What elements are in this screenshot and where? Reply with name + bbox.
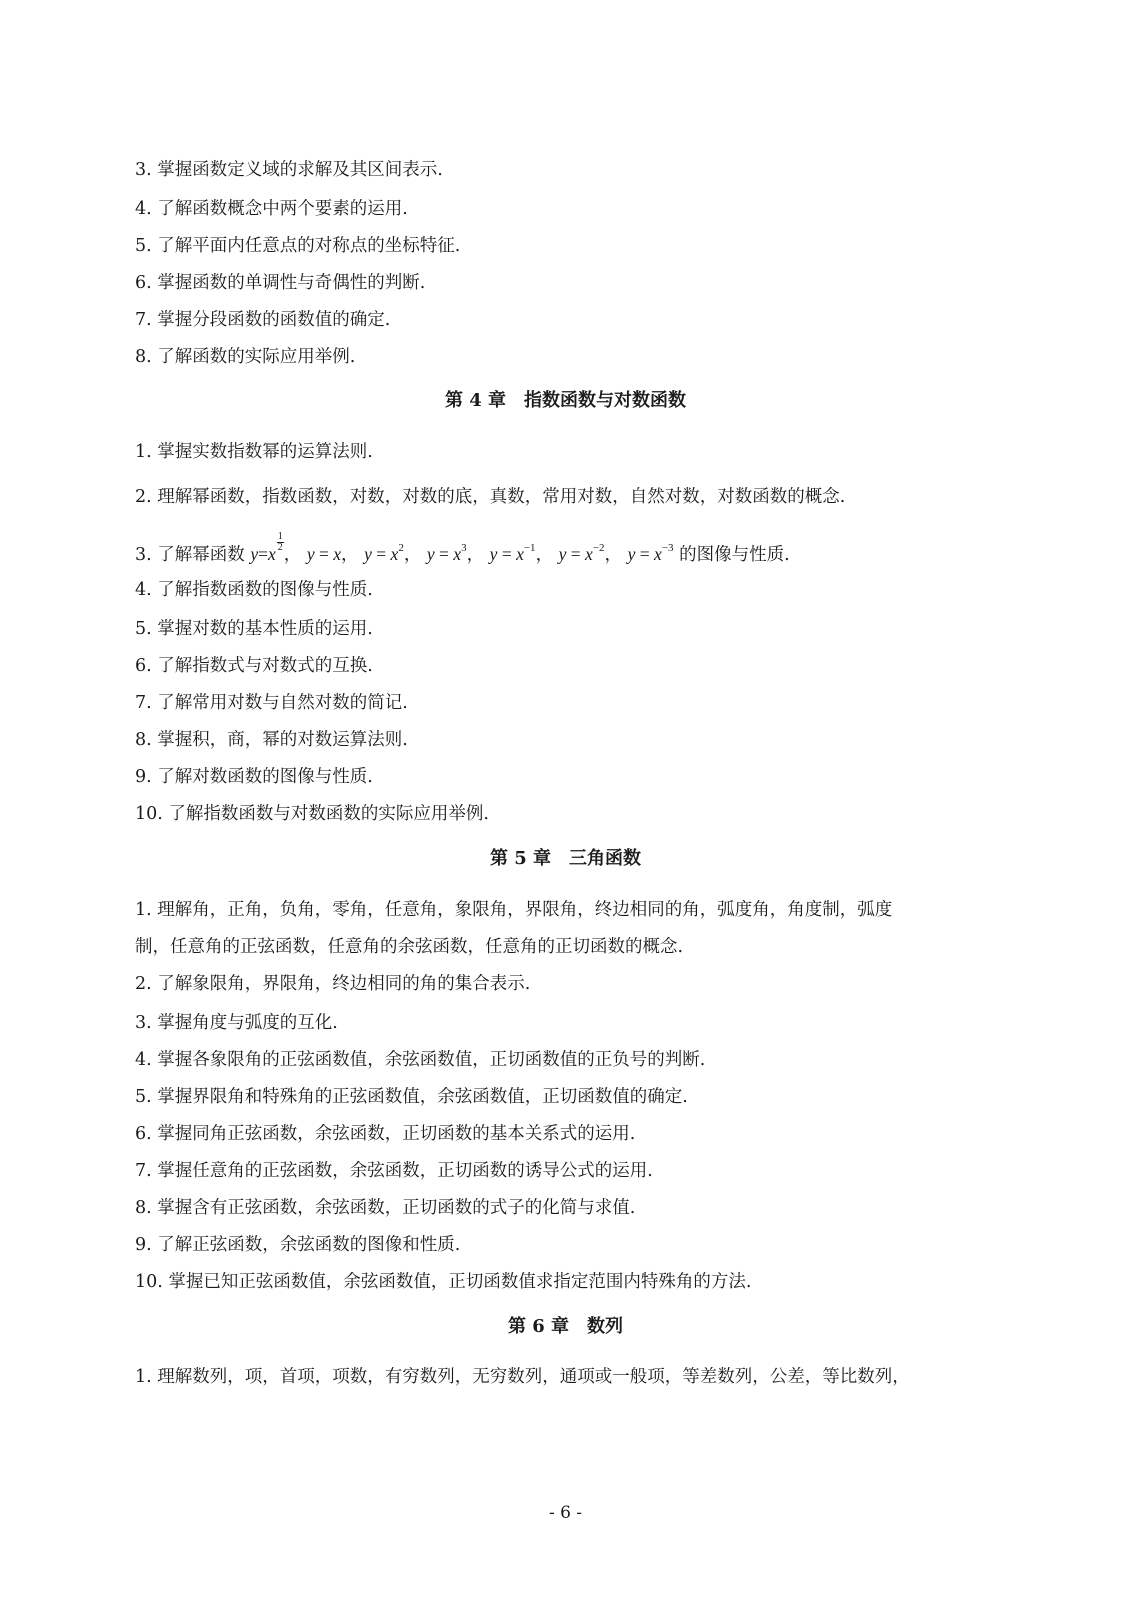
list-item: 5. 掌握界限角和特殊角的正弦函数值，余弦函数值，正切函数值的确定. <box>135 1087 688 1107</box>
chapter-heading: 第 5 章 三角函数 <box>489 848 642 869</box>
list-item: 6. 掌握函数的单调性与奇偶性的判断. <box>135 273 426 293</box>
list-item: 3. 掌握函数定义域的求解及其区间表示. <box>135 160 443 180</box>
power-function-x3: $y = x^3$ <box>426 542 467 564</box>
power-function-xm3: $y = x^{-3}$ <box>627 542 674 564</box>
list-item: 10. 掌握已知正弦函数值，余弦函数值，正切函数值求指定范围内特殊角的方法. <box>135 1272 752 1292</box>
power-function-sqrt: y=x $\frac{1}{2}$ <box>250 531 283 564</box>
list-item: 7. 了解常用对数与自然对数的简记. <box>135 693 408 713</box>
list-item: 1. 理解角，正角，负角，零角，任意角，象限角，界限角，终边相同的角，弧度角，角度制，弧度 <box>135 900 893 920</box>
list-item: 6. 了解指数式与对数式的互换. <box>135 656 373 676</box>
list-item: 2. 理解幂函数，指数函数，对数，对数的底，真数，常用对数，自然对数，对数函数的概念. <box>135 487 846 507</box>
chapter-heading: 第 6 章 数列 <box>507 1316 624 1337</box>
power-function-x2: $y = x^2$ <box>364 542 404 564</box>
list-item: 8. 了解函数的实际应用举例. <box>135 347 356 367</box>
formula-prefix: 3. 了解幂函数 <box>135 545 245 565</box>
list-item: 5. 掌握对数的基本性质的运用. <box>135 619 373 639</box>
chapter-heading: 第 4 章 指数函数与对数函数 <box>444 390 687 411</box>
power-function-xm2: $y = x^{-2}$ <box>558 542 605 564</box>
list-item-formula: 3. 了解幂函数 y=x $\frac{1}{2}$ ， y = x， $y = x^2$， $y = x^3$， $y = x^{-1}$， $y = x^{-2}$， $y = x^{-3}$ 的图像与性质. <box>135 531 790 565</box>
list-item: 9. 了解对数函数的图像与性质. <box>135 767 373 787</box>
list-item: 4. 了解函数概念中两个要素的运用. <box>135 199 408 219</box>
formula-suffix: 的图像与性质. <box>679 545 790 565</box>
list-item-continuation: 制，任意角的正弦函数，任意角的余弦函数，任意角的正切函数的概念. <box>135 937 684 957</box>
list-item: 6. 掌握同角正弦函数，余弦函数，正切函数的基本关系式的运用. <box>135 1124 636 1144</box>
power-function-x: y = x <box>306 544 342 564</box>
list-item: 10. 了解指数函数与对数函数的实际应用举例. <box>135 804 489 824</box>
list-item: 5. 了解平面内任意点的对称点的坐标特征. <box>135 236 461 256</box>
list-item: 3. 掌握角度与弧度的互化. <box>135 1013 338 1033</box>
list-item: 9. 了解正弦函数，余弦函数的图像和性质. <box>135 1235 461 1255</box>
list-item: 8. 掌握含有正弦函数，余弦函数，正切函数的式子的化简与求值. <box>135 1198 636 1218</box>
list-item: 8. 掌握积，商，幂的对数运算法则. <box>135 730 408 750</box>
power-function-xm1: $y = x^{-1}$ <box>489 542 536 564</box>
list-item: 4. 了解指数函数的图像与性质. <box>135 580 373 600</box>
list-item: 4. 掌握各象限角的正弦函数值，余弦函数值，正切函数值的正负号的判断. <box>135 1050 706 1070</box>
list-item: 1. 掌握实数指数幂的运算法则. <box>135 442 373 462</box>
list-item: 2. 了解象限角，界限角，终边相同的角的集合表示. <box>135 974 531 994</box>
list-item: 7. 掌握任意角的正弦函数，余弦函数，正切函数的诱导公式的运用. <box>135 1161 653 1181</box>
list-item: 1. 理解数列，项，首项，项数，有穷数列，无穷数列，通项或一般项，等差数列，公差，等比数列， <box>135 1367 910 1387</box>
page-number: - 6 - <box>548 1503 583 1523</box>
list-item: 7. 掌握分段函数的函数值的确定. <box>135 310 391 330</box>
